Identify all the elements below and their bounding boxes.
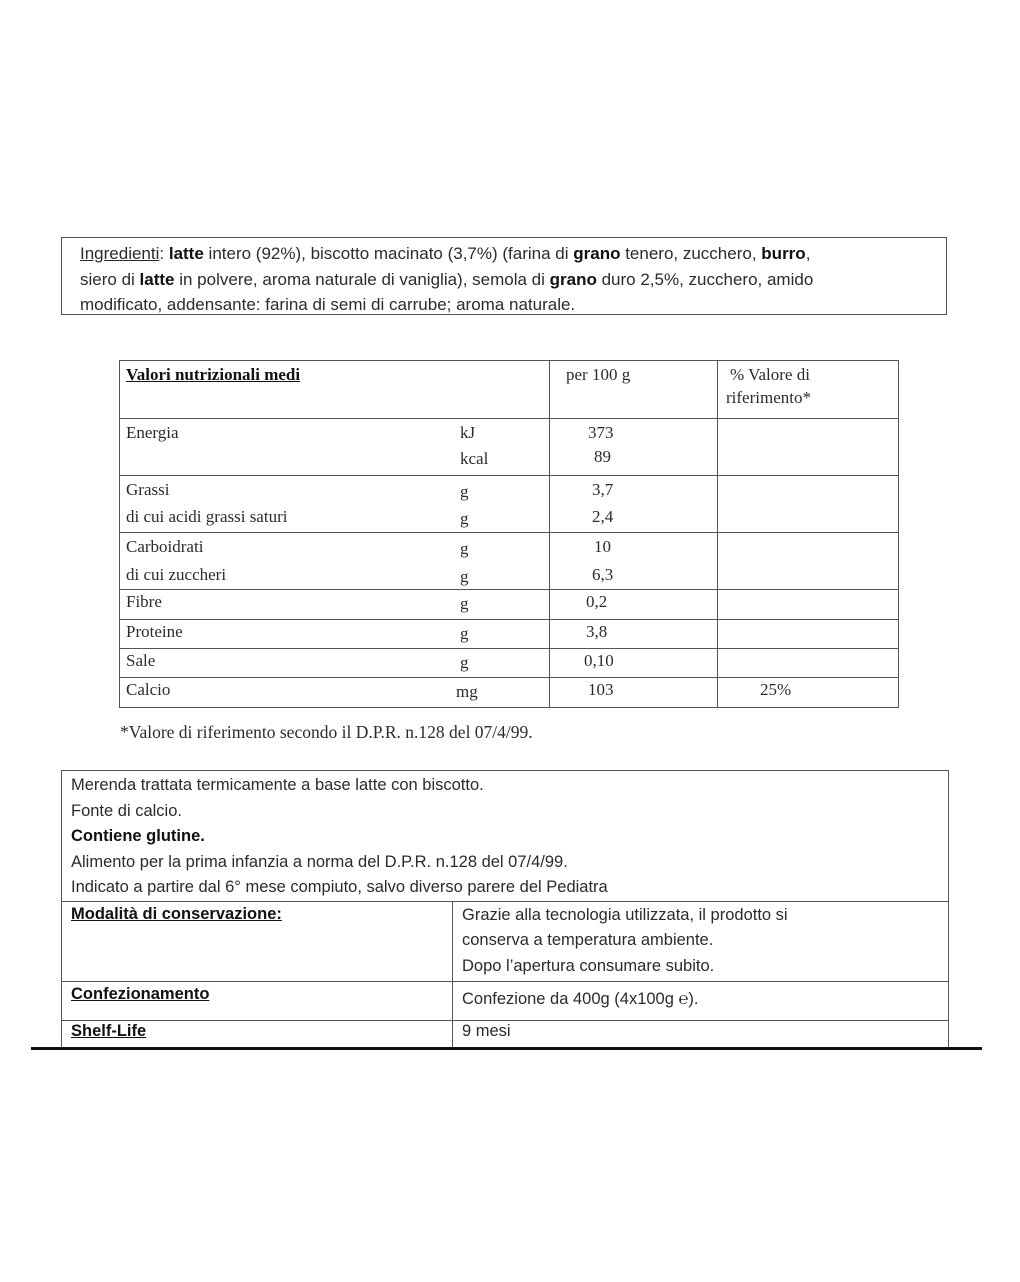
proteine-value: 3,8 <box>586 622 608 641</box>
proteine-unit: g <box>460 624 469 643</box>
calcio-value: 103 <box>588 680 614 699</box>
confezionamento-value: Confezione da 400g (4x100g ℮). <box>462 989 699 1008</box>
fibre-label: Fibre <box>126 592 162 611</box>
shelf-life-key: Shelf-Life <box>71 1021 147 1040</box>
ingredient-text: duro 2,5%, zucchero, amido <box>596 269 814 289</box>
info-confezionamento-row <box>62 981 949 1020</box>
desc-line-3-gluten: Contiene glutine. <box>71 827 205 845</box>
ingredient-text: siero di <box>80 269 140 289</box>
energia-unit-kj: kJ <box>460 423 476 442</box>
grassi-saturi-unit: g <box>460 509 469 528</box>
ingredient-text: , <box>805 244 811 263</box>
grassi-label: Grassi <box>126 480 170 499</box>
ingredients-line-3: modificato, addensante: farina di semi di carrube; aroma naturale. <box>80 295 576 314</box>
carboidrati-value: 10 <box>594 537 611 556</box>
zuccheri-label: di cui zuccheri <box>126 565 227 584</box>
desc-line-1: Merenda trattata termicamente a base latte con biscotto. <box>71 776 484 794</box>
ingredient-text: in polvere, aroma naturale di vaniglia), semola di <box>174 269 550 289</box>
grassi-saturi-label: di cui acidi grassi saturi <box>126 507 288 526</box>
nutrition-row-grassi <box>120 476 899 533</box>
sale-label: Sale <box>126 651 156 670</box>
reference-footnote: *Valore di riferimento secondo il D.P.R. n.128 del 07/4/99. <box>120 722 533 742</box>
nutrition-row-sale <box>120 649 899 678</box>
conservazione-line-3: Dopo l’apertura consumare subito. <box>462 956 715 975</box>
sale-unit: g <box>460 653 469 672</box>
allergen-text: latte <box>139 269 175 289</box>
nutrition-row-carboidrati <box>120 533 899 590</box>
allergen-text: latte <box>168 244 204 263</box>
confezionamento-key: Confezionamento <box>71 984 210 1003</box>
nutrition-row-proteine <box>120 620 899 649</box>
grassi-saturi-value: 2,4 <box>592 507 614 526</box>
zuccheri-unit: g <box>460 567 469 586</box>
zuccheri-value: 6,3 <box>592 565 614 584</box>
product-info-table <box>61 770 949 1049</box>
allergen-text: burro <box>761 244 806 263</box>
shelf-life-value: 9 mesi <box>462 1021 511 1040</box>
ingredients-line-1-text <box>159 244 810 263</box>
desc-line-2: Fonte di calcio. <box>71 801 182 820</box>
ingredients-line-1 <box>80 241 928 267</box>
ingredients-line-2 <box>80 267 928 293</box>
proteine-label: Proteine <box>126 622 183 641</box>
calcio-label: Calcio <box>126 680 171 699</box>
carboidrati-label: Carboidrati <box>126 537 204 556</box>
energia-label: Energia <box>126 423 179 442</box>
reference-header-line-1: % Valore di <box>730 365 810 384</box>
desc-line-5: Indicato a partire dal 6° mese compiuto, salvo diverso parere del Pediatra <box>71 878 608 896</box>
fibre-value: 0,2 <box>586 592 608 611</box>
energia-value-kj: 373 <box>588 423 614 442</box>
nutrition-table <box>119 360 899 708</box>
ingredient-text: intero (92%), biscotto macinato (3,7%) (farina di <box>203 244 574 263</box>
ingredient-text: : <box>159 244 169 263</box>
nutrition-row-energia <box>120 419 899 476</box>
nutrition-row-fibre <box>120 590 899 620</box>
nutrition-header-row <box>120 361 899 419</box>
ingredients-label: Ingredienti <box>80 244 160 263</box>
reference-header-line-2: riferimento* <box>726 388 811 407</box>
energia-value-kcal: 89 <box>594 447 611 466</box>
ingredients-box <box>61 237 947 315</box>
carboidrati-unit: g <box>460 539 469 558</box>
conservazione-key: Modalità di conservazione: <box>71 904 282 923</box>
nutrition-row-calcio <box>120 678 899 708</box>
bottom-divider <box>31 1047 982 1050</box>
conservazione-line-2: conserva a temperatura ambiente. <box>462 931 714 949</box>
conservazione-line-1: Grazie alla tecnologia utilizzata, il prodotto si <box>462 905 788 924</box>
sale-value: 0,10 <box>584 651 614 670</box>
info-description-row <box>62 771 949 902</box>
nutrition-title: Valori nutrizionali medi <box>126 365 301 384</box>
energia-unit-kcal: kcal <box>460 449 489 468</box>
grassi-unit: g <box>460 482 469 501</box>
allergen-text: grano <box>549 269 597 289</box>
fibre-unit: g <box>460 594 469 613</box>
ingredient-text: tenero, zucchero, <box>620 244 762 263</box>
grassi-value: 3,7 <box>592 480 614 499</box>
info-conservazione-row <box>62 901 949 981</box>
desc-line-4: Alimento per la prima infanzia a norma del D.P.R. n.128 del 07/4/99. <box>71 852 568 871</box>
allergen-text: grano <box>573 244 621 263</box>
calcio-unit: mg <box>456 682 478 701</box>
info-shelf-life-row <box>62 1020 949 1048</box>
per-100g-header: per 100 g <box>566 365 631 384</box>
calcio-reference: 25% <box>760 680 792 699</box>
